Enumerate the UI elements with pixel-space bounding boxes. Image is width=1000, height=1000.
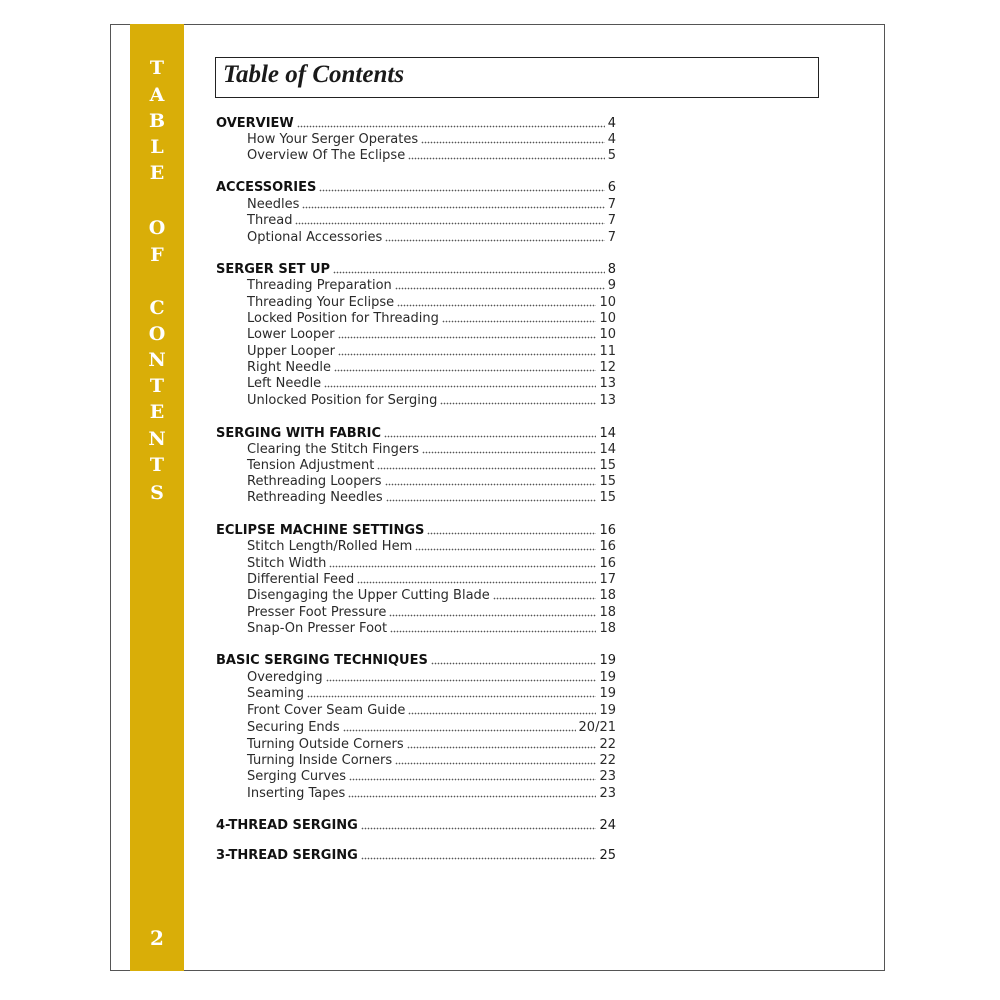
toc-entry-label: Rethreading Needles xyxy=(247,490,383,505)
toc-entry-label: Right Needle xyxy=(247,360,331,375)
dot-leader xyxy=(329,565,596,568)
toc-entry-label: Optional Accessories xyxy=(247,230,383,245)
toc-entry-label: Stitch Width xyxy=(247,556,327,571)
toc-entry-label: Snap-On Presser Foot xyxy=(247,621,388,636)
toc-page-number: 19 xyxy=(599,686,616,701)
dot-leader xyxy=(334,369,597,372)
dot-leader xyxy=(389,614,596,617)
toc-page-number: 22 xyxy=(599,753,616,768)
toc-section-4-thread-serging[interactable] xyxy=(216,818,616,834)
toc-entry-label: Seaming xyxy=(247,686,304,701)
toc-entry-label: Threading Preparation xyxy=(247,278,392,293)
toc-entry-label: Differential Feed xyxy=(247,572,355,587)
toc-entry[interactable] xyxy=(247,132,616,148)
toc-section-serger-set-up[interactable] xyxy=(216,262,616,278)
toc-entry[interactable] xyxy=(247,327,616,343)
toc-entry[interactable] xyxy=(247,621,616,637)
toc-entry[interactable] xyxy=(247,786,616,802)
dot-leader xyxy=(493,597,597,600)
dot-leader xyxy=(343,729,576,732)
toc-entry[interactable] xyxy=(247,148,616,164)
dot-leader xyxy=(422,451,596,454)
toc-page-number: 15 xyxy=(599,474,616,489)
dot-leader xyxy=(349,778,596,781)
dot-leader xyxy=(386,499,597,502)
dot-leader xyxy=(338,353,596,356)
toc-entry[interactable] xyxy=(247,278,616,294)
toc-entry-label: Threading Your Eclipse xyxy=(247,295,395,310)
toc-entry[interactable] xyxy=(247,458,616,474)
dot-leader xyxy=(421,141,605,144)
sidebar-letter: T xyxy=(149,375,165,397)
dot-leader xyxy=(415,548,596,551)
sidebar-letter: L xyxy=(150,136,164,158)
sidebar-letter: T xyxy=(149,57,165,79)
toc-section-label: SERGING WITH FABRIC xyxy=(216,426,382,441)
toc-page-number: 16 xyxy=(599,556,616,571)
toc-page-number: 19 xyxy=(599,703,616,718)
toc-page-number: 17 xyxy=(599,572,616,587)
dot-leader xyxy=(333,271,605,274)
toc-entry[interactable] xyxy=(247,442,616,458)
toc-entry[interactable] xyxy=(247,230,616,246)
sidebar-letter: E xyxy=(149,401,165,423)
dot-leader xyxy=(297,125,605,128)
toc-section-3-thread-serging[interactable] xyxy=(216,848,616,864)
toc-entry[interactable] xyxy=(247,311,616,327)
dot-leader xyxy=(442,320,597,323)
toc-entry-label: Locked Position for Threading xyxy=(247,311,439,326)
toc-entry-label: Left Needle xyxy=(247,376,322,391)
sidebar-letter: S xyxy=(150,482,164,504)
dot-leader xyxy=(319,189,604,192)
toc-entry[interactable] xyxy=(247,686,616,702)
toc-entry-label: Inserting Tapes xyxy=(247,786,346,801)
toc-section-label: ACCESSORIES xyxy=(216,180,317,195)
toc-page-number: 9 xyxy=(607,278,616,293)
toc-page-number: 10 xyxy=(599,327,616,342)
toc-entry-label: Serging Curves xyxy=(247,769,346,784)
toc-entry-label: Lower Looper xyxy=(247,327,335,342)
toc-entry[interactable] xyxy=(247,490,616,506)
toc-entry[interactable] xyxy=(247,769,616,785)
sidebar-letter: O xyxy=(148,217,166,239)
sidebar-letter: N xyxy=(148,349,166,371)
toc-page-number: 18 xyxy=(599,605,616,620)
dot-leader xyxy=(407,746,597,749)
toc-entry[interactable] xyxy=(247,703,616,719)
toc-section-label: SERGER SET UP xyxy=(216,262,331,277)
toc-page-number: 18 xyxy=(599,588,616,603)
page-title: Table of Contents xyxy=(223,61,405,88)
dot-leader xyxy=(427,532,596,535)
toc-page-number: 19 xyxy=(599,670,616,685)
dot-leader xyxy=(440,402,596,405)
sidebar-letter: E xyxy=(149,162,165,184)
toc-entry[interactable] xyxy=(247,737,616,753)
dot-leader xyxy=(377,467,596,470)
toc-section-eclipse-machine-settings[interactable] xyxy=(216,523,616,539)
toc-entry-label: Turning Inside Corners xyxy=(247,753,393,768)
toc-page-number: 18 xyxy=(599,621,616,636)
sidebar-letter: F xyxy=(150,244,164,266)
toc-section-label: OVERVIEW xyxy=(216,116,294,131)
toc-entry-label: Tension Adjustment xyxy=(247,458,375,473)
toc-entry-label: Clearing the Stitch Fingers xyxy=(247,442,420,457)
dot-leader xyxy=(408,157,605,160)
toc-page-number: 4 xyxy=(607,132,616,147)
toc-page-number: 4 xyxy=(607,116,616,131)
toc-entry-label: Thread xyxy=(247,213,293,228)
dot-leader xyxy=(408,712,596,715)
dot-leader xyxy=(395,762,596,765)
toc-entry[interactable] xyxy=(247,572,616,588)
dot-leader xyxy=(385,239,604,242)
toc-page-number: 13 xyxy=(599,393,616,408)
toc-page-number: 15 xyxy=(599,490,616,505)
toc-page-number: 22 xyxy=(599,737,616,752)
sidebar-letter: C xyxy=(149,297,165,319)
toc-page-number: 13 xyxy=(599,376,616,391)
toc-section-basic-serging-techniques[interactable] xyxy=(216,653,616,669)
toc-entry[interactable] xyxy=(247,295,616,311)
sidebar-letter: B xyxy=(148,110,166,132)
toc-entry[interactable] xyxy=(247,605,616,621)
toc-page-number: 10 xyxy=(599,311,616,326)
toc-entry-label: Disengaging the Upper Cutting Blade xyxy=(247,588,490,603)
toc-section-serging-with-fabric[interactable] xyxy=(216,426,616,442)
sidebar-letter: T xyxy=(149,454,165,476)
dot-leader xyxy=(384,435,596,438)
dot-leader xyxy=(385,483,597,486)
dot-leader xyxy=(295,222,604,225)
toc-entry-label: Unlocked Position for Serging xyxy=(247,393,438,408)
toc-page-number: 7 xyxy=(607,197,616,212)
toc-entry-label: Rethreading Loopers xyxy=(247,474,382,489)
dot-leader xyxy=(302,206,604,209)
toc-page-number: 7 xyxy=(607,213,616,228)
toc-entry-label: Overedging xyxy=(247,670,323,685)
toc-page-number: 15 xyxy=(599,458,616,473)
toc-entry[interactable] xyxy=(247,360,616,376)
toc-entry-label: Front Cover Seam Guide xyxy=(247,703,406,718)
toc-page-number: 6 xyxy=(607,180,616,195)
toc-entry-label: Needles xyxy=(247,197,300,212)
toc-entry[interactable] xyxy=(247,588,616,604)
toc-page-number: 25 xyxy=(599,848,616,863)
toc-page-number: 16 xyxy=(599,539,616,554)
toc-entry[interactable] xyxy=(247,393,616,409)
dot-leader xyxy=(324,385,596,388)
dot-leader xyxy=(348,795,596,798)
toc-entry-label: Securing Ends xyxy=(247,720,340,735)
toc-page-number: 5 xyxy=(607,148,616,163)
dot-leader xyxy=(357,581,596,584)
toc-entry[interactable] xyxy=(247,213,616,229)
toc-entry[interactable] xyxy=(247,376,616,392)
toc-section-accessories[interactable] xyxy=(216,180,616,196)
toc-entry-label: Turning Outside Corners xyxy=(247,737,404,752)
toc-page-number: 10 xyxy=(599,295,616,310)
page-number: 2 xyxy=(150,926,164,950)
toc-page-number: 20/21 xyxy=(578,720,616,735)
dot-leader xyxy=(338,336,597,339)
toc-entry-label: Upper Looper xyxy=(247,344,336,359)
toc-entry-label: Overview Of The Eclipse xyxy=(247,148,406,163)
toc-section-label: 3-THREAD SERGING xyxy=(216,848,358,863)
sidebar-letter: O xyxy=(148,323,166,345)
dot-leader xyxy=(326,679,597,682)
toc-section-label: BASIC SERGING TECHNIQUES xyxy=(216,653,428,668)
toc-page-number: 16 xyxy=(599,523,616,538)
toc-page-number: 23 xyxy=(599,769,616,784)
toc-section-label: 4-THREAD SERGING xyxy=(216,818,358,833)
title-box xyxy=(215,57,819,98)
toc-page-number: 14 xyxy=(599,442,616,457)
toc-entry-label: Presser Foot Pressure xyxy=(247,605,387,620)
toc-page-number: 14 xyxy=(599,426,616,441)
toc-entry[interactable] xyxy=(247,670,616,686)
dot-leader xyxy=(395,287,605,290)
sidebar-letter: N xyxy=(148,428,166,450)
dot-leader xyxy=(397,304,596,307)
sidebar-band xyxy=(130,24,184,971)
toc-page-number: 24 xyxy=(599,818,616,833)
sidebar-letter: A xyxy=(149,84,165,106)
dot-leader xyxy=(307,695,596,698)
toc-entry[interactable] xyxy=(247,556,616,572)
toc-entry[interactable] xyxy=(247,720,616,736)
toc-page-number: 7 xyxy=(607,230,616,245)
toc-entry[interactable] xyxy=(247,197,616,213)
toc-section-overview[interactable] xyxy=(216,116,616,132)
toc-page-number: 11 xyxy=(599,344,616,359)
toc-page-number: 8 xyxy=(607,262,616,277)
dot-leader xyxy=(361,827,597,830)
toc-page-number: 19 xyxy=(599,653,616,668)
dot-leader xyxy=(431,662,597,665)
toc-entry-label: How Your Serger Operates xyxy=(247,132,419,147)
toc-entry[interactable] xyxy=(247,539,616,555)
toc-entry[interactable] xyxy=(247,344,616,360)
toc-entry[interactable] xyxy=(247,753,616,769)
toc-entry[interactable] xyxy=(247,474,616,490)
dot-leader xyxy=(390,630,596,633)
toc-entry-label: Stitch Length/Rolled Hem xyxy=(247,539,413,554)
toc-page-number: 12 xyxy=(599,360,616,375)
toc-section-label: ECLIPSE MACHINE SETTINGS xyxy=(216,523,425,538)
dot-leader xyxy=(361,857,597,860)
toc-page-number: 23 xyxy=(599,786,616,801)
